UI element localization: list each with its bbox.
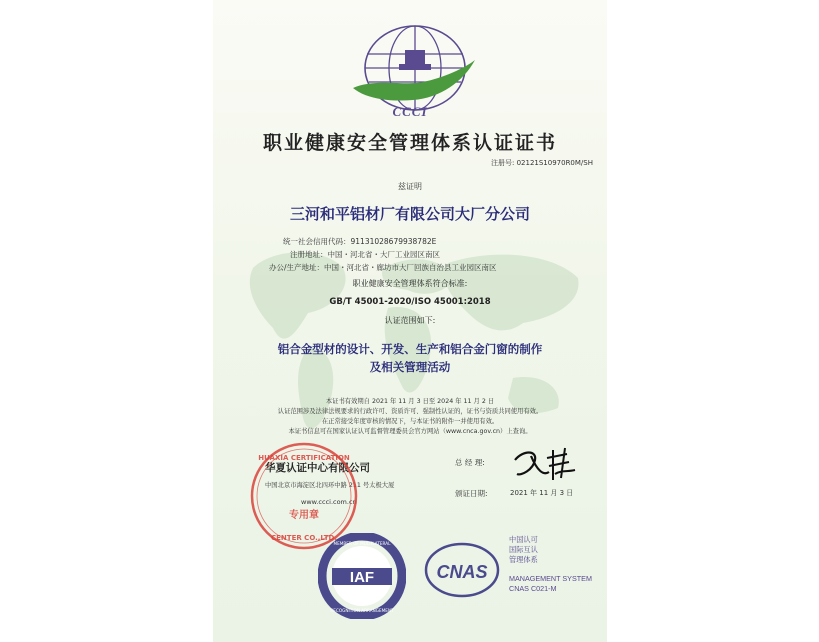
cnas-cn-line-2: 国际互认 xyxy=(509,545,538,554)
scope-label: 认证范围如下: xyxy=(384,316,436,325)
company-name: 三河和平铝材厂有限公司大厂分公司 xyxy=(289,205,530,223)
issue-date: 2021 年 11 月 3 日 xyxy=(510,489,574,497)
issuer-website: www.ccci.com.cn xyxy=(301,498,357,506)
office-address-line: 办公/生产地址：中国・河北省・廊坊市大厂回族自治县工业园区南区 xyxy=(269,263,497,272)
cnas-cn-line-3: 管理体系 xyxy=(509,555,538,564)
credit-code-line: 统一社会信用代码：9113102867993878​2E xyxy=(283,237,437,246)
svg-text:MEMBER OF MULTILATERAL: MEMBER OF MULTILATERAL xyxy=(333,541,391,546)
registration-value: 02121S10970R0M/SH xyxy=(516,159,593,167)
validity-period: 本证书有效期自 2021 年 11 月 3 日至 2024 年 11 月 2 日 xyxy=(325,398,495,405)
cnas-en-line-2: CNAS C021-M xyxy=(509,584,557,593)
iaf-logo xyxy=(318,533,406,619)
registration-label: 注册号: xyxy=(491,159,515,167)
certificate-page xyxy=(213,0,607,642)
registration-number xyxy=(491,158,593,168)
svg-text:HUAXIA CERTIFICATION: HUAXIA CERTIFICATION xyxy=(258,454,350,462)
svg-text:专用章: 专用章 xyxy=(289,510,319,521)
issuer-name: 华夏认证中心有限公司 xyxy=(265,462,370,474)
issue-date-label: 颁证日期: xyxy=(455,489,488,498)
svg-text:IAF: IAF xyxy=(349,569,375,586)
certificate-title: 职业健康安全管理体系认证证书 xyxy=(262,132,557,154)
validity-note-1: 认证范围涉及法律法规要求的行政许可、资质许可、强制性认证的，证书与资质共同使用有效。 xyxy=(277,408,543,415)
cnas-cn-line-1: 中国认可 xyxy=(509,535,538,544)
validity-note-3: 本证书信息可在国家认证认可监督管理委员会官方网站（www.cnca.gov.cn）上查询。 xyxy=(288,428,532,435)
scope-line-2: 及相关管理活动 xyxy=(369,360,451,374)
hereby-certify: 兹证明 xyxy=(398,182,422,191)
cnas-logo xyxy=(423,540,501,600)
registered-address-line: 注册地址：中国・河北省・大厂工业园区南区 xyxy=(290,250,440,259)
scope-line-1: 铝合金型材的设计、开发、生产和铝合金门窗的制作 xyxy=(277,342,543,356)
ccci-acronym: CCCI xyxy=(392,104,428,119)
cnas-chinese-text xyxy=(509,535,538,565)
general-manager-label: 总 经 理: xyxy=(455,458,485,467)
signature xyxy=(509,440,589,486)
issuer-address: 中国北京市海淀区北四环中路 211 号太极大厦 xyxy=(265,482,395,489)
validity-note-2: 在正常接受年度审核的情况下，与本证书的附件一并使用有效。 xyxy=(321,418,499,425)
cnas-en-line-1: MANAGEMENT SYSTEM xyxy=(509,574,592,583)
svg-text:CNAS: CNAS xyxy=(436,562,488,582)
svg-text:RECOGNITION ARRANGEMENT: RECOGNITION ARRANGEMENT xyxy=(330,608,394,613)
standard-value: GB/T 45001-2020/ISO 45001:2018 xyxy=(329,297,491,307)
standard-label: 职业健康安全管理体系符合标准: xyxy=(352,279,468,288)
svg-text:CENTER CO.,LTD.: CENTER CO.,LTD. xyxy=(271,534,337,542)
cnas-english-text xyxy=(509,574,592,594)
